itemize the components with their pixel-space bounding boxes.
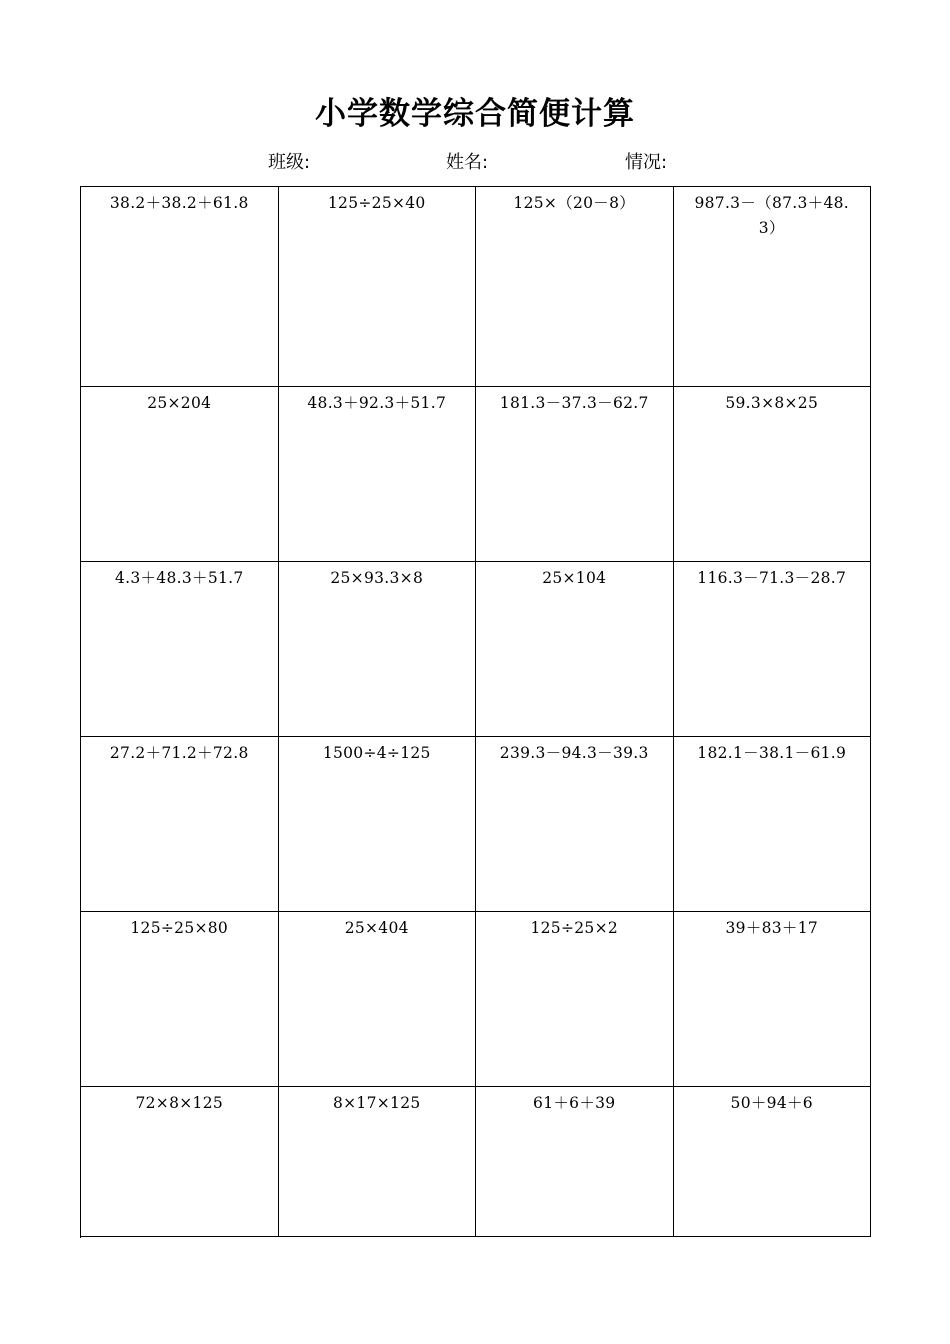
problem-cell-2: 125÷25×40	[279, 187, 477, 387]
problem-cell-15: 239.3－94.3－39.3	[476, 737, 674, 912]
problem-grid	[80, 186, 871, 1238]
problem-cell-23: 61＋6＋39	[476, 1087, 674, 1237]
problem-cell-9: 4.3＋48.3＋51.7	[81, 562, 279, 737]
problem-cell-11: 25×104	[476, 562, 674, 737]
problem-cell-17: 125÷25×80	[81, 912, 279, 1087]
class-label: 班级:	[268, 152, 311, 173]
problem-cell-3: 125×（20－8）	[476, 187, 674, 387]
problem-cell-22: 8×17×125	[279, 1087, 477, 1237]
problem-cell-24: 50＋94＋6	[674, 1087, 872, 1237]
student-info-row	[0, 148, 950, 178]
problem-cell-18: 25×404	[279, 912, 477, 1087]
problem-cell-21: 72×8×125	[81, 1087, 279, 1237]
problem-cell-7: 181.3－37.3－62.7	[476, 387, 674, 562]
name-label: 姓名:	[446, 152, 489, 173]
problem-cell-14: 1500÷4÷125	[279, 737, 477, 912]
problem-cell-16: 182.1－38.1－61.9	[674, 737, 872, 912]
problem-cell-4: 987.3－（87.3＋48.3）	[674, 187, 872, 387]
problem-cell-10: 25×93.3×8	[279, 562, 477, 737]
page-title: 小学数学综合简便计算	[315, 96, 635, 132]
problem-cell-20: 39＋83＋17	[674, 912, 872, 1087]
problem-cell-8: 59.3×8×25	[674, 387, 872, 562]
problem-cell-5: 25×204	[81, 387, 279, 562]
problem-cell-12: 116.3－71.3－28.7	[674, 562, 872, 737]
problem-cell-6: 48.3＋92.3＋51.7	[279, 387, 477, 562]
problem-cell-19: 125÷25×2	[476, 912, 674, 1087]
problem-cell-1: 38.2＋38.2＋61.8	[81, 187, 279, 387]
status-label: 情况:	[625, 152, 668, 173]
problem-cell-13: 27.2＋71.2＋72.8	[81, 737, 279, 912]
